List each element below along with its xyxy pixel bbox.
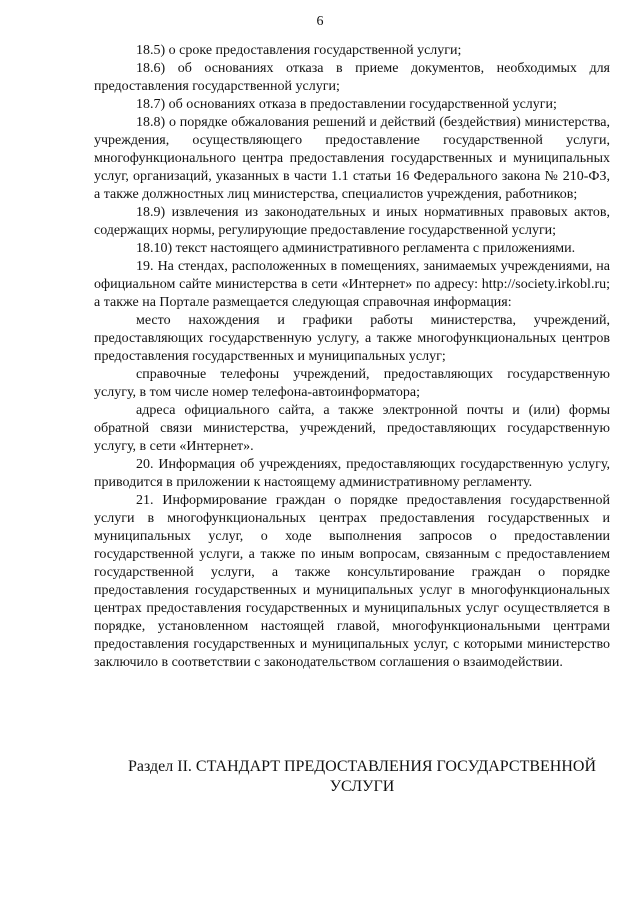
page-number: 6 [316,14,324,29]
paragraph-18-9: 18.9) извлечения из законодательных и иных нормативных правовых актов, содержащих нормы, регулирующие предоставление государственной услуги; [94,205,610,238]
paragraph-20: 20. Информация об учреждениях, предоставляющих государственную услугу, приводится в приложении к настоящему административному регламенту. [94,457,610,490]
paragraph-19-location: место нахождения и графики работы министерства, учреждений, предоставляющих государственную услугу, а также многофункциональных центров предоставления государственных и муниципальных услуг; [94,313,610,364]
paragraph-19-addresses: адреса официального сайта, а также электронной почты и (или) формы обратной связи министерства, учреждений, предоставляющих государственную услугу, в сети «Интернет». [94,403,610,454]
paragraph-18-5: 18.5) о сроке предоставления государственной услуги; [136,43,462,58]
paragraph-18-6: 18.6) об основаниях отказа в приеме документов, необходимых для предоставления государственной услуги; [94,61,610,94]
paragraph-18-7: 18.7) об основаниях отказа в предоставлении государственной услуги; [136,97,557,112]
paragraph-21: 21. Информирование граждан о порядке предоставления государственной услуги в многофункциональных центрах предоставления государственных и муниципальных услуг, о ходе выполнения запросов о предоставлении государственной услуги, а также по иным вопросам, связанным с предоставлением государственной услуги, а также консультирование граждан о порядке предоставления государственных и муниципальных услуг в многофункциональных центрах предоставления государственных и муниципальных услуг осуществляется в порядке, установленном настоящей главой, многофункциональными центрами предоставления государственных и муниципальных услуг, с которыми министерство заключило в соответствии с законодательством соглашения о взаимодействии. [94,493,610,670]
section-heading: Раздел II. СТАНДАРТ ПРЕДОСТАВЛЕНИЯ ГОСУДАРСТВЕННОЙ УСЛУГИ [127,758,596,795]
document-body [94,42,610,672]
paragraph-18-8: 18.8) о порядке обжалования решений и действий (бездействия) министерства, учреждения, осуществляющего предоставление государственной услуги, многофункционального центра предоставления государственных и муниципальных услуг, организаций, указанных в части 1.1 статьи 16 Федерального закона № 210-ФЗ, а также должностных лиц министерства, специалистов учреждения, работников; [94,115,610,202]
paragraph-19: 19. На стендах, расположенных в помещениях, занимаемых учреждениями, на официальном сайте министерства в сети «Интернет» по адресу: http://society.irkobl.ru; а также на Портале размещается следующая справочная информация: [94,259,610,310]
paragraph-19-phones: справочные телефоны учреждений, предоставляющих государственную услугу, в том числе номер телефона-автоинформатора; [94,367,610,400]
paragraph-18-10: 18.10) текст настоящего административного регламента с приложениями. [136,241,576,256]
